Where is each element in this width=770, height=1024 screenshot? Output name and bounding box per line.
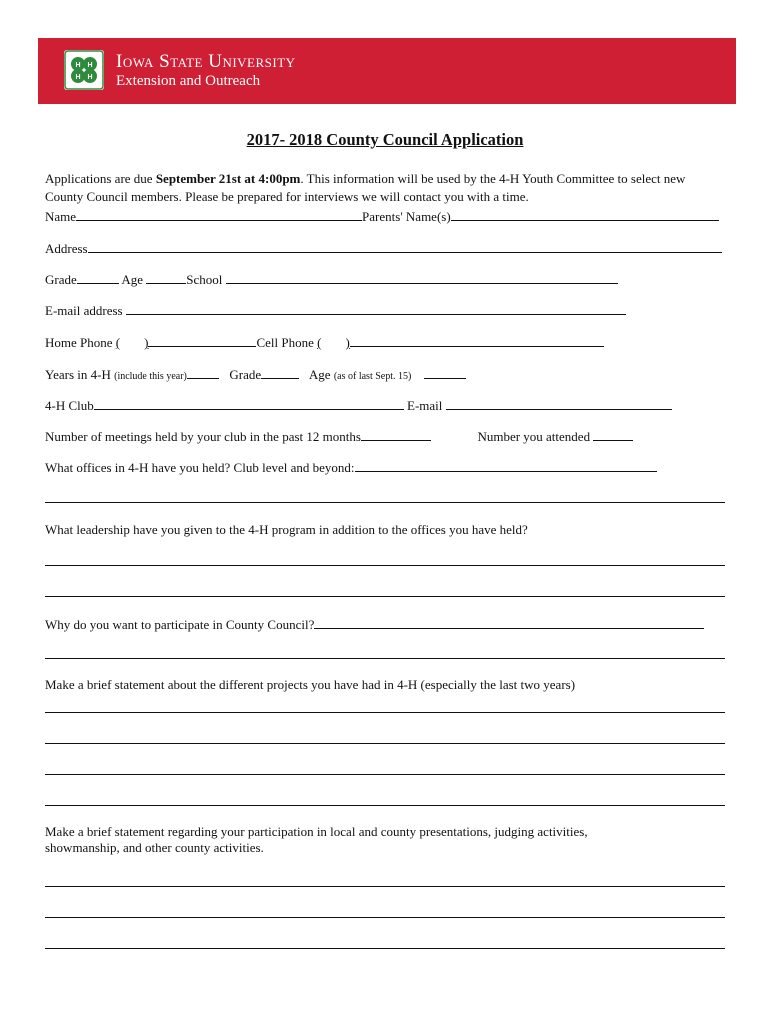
name-field[interactable] <box>76 208 362 221</box>
years-label: Years in 4-H <box>45 367 111 382</box>
cell-phone-label: Cell Phone <box>256 335 314 350</box>
projects-answer-line-1[interactable] <box>45 712 725 713</box>
age-field[interactable] <box>146 271 186 284</box>
age2-field[interactable] <box>424 366 466 379</box>
years-field[interactable] <box>187 366 219 379</box>
participation-question-line-1: Make a brief statement regarding your participation in local and county presentations, judging activities, <box>45 824 588 839</box>
leadership-answer-line-2[interactable] <box>45 596 725 597</box>
participation-answer-line-1[interactable] <box>45 886 725 887</box>
name-label: Name <box>45 209 77 224</box>
unit-name: Extension and Outreach <box>116 73 261 89</box>
4-h-clover-icon <box>64 50 104 90</box>
meetings-held-label: Number of meetings held by your club in the past 12 months <box>45 429 361 444</box>
projects-answer-line-3[interactable] <box>45 774 725 775</box>
years-row <box>45 366 466 385</box>
intro-line-1: Applications are due September 21st at 4:00pm. This information will be used by the 4-H Youth Committee to select new <box>45 171 686 186</box>
email-address-label: E-mail address <box>45 303 123 318</box>
grade-row <box>45 271 618 288</box>
intro-line-2: County Council members. Please be prepared for interviews we will contact you with a time. <box>45 189 529 204</box>
participation-answer-line-3[interactable] <box>45 948 725 949</box>
meetings-attended-field[interactable] <box>593 428 633 441</box>
email-address-field[interactable] <box>126 302 626 315</box>
offices-question: What offices in 4-H have you held? Club level and beyond: <box>45 460 355 475</box>
email-field[interactable] <box>446 397 672 410</box>
age-note: (as of last Sept. 15) <box>333 371 412 382</box>
participation-answer-line-2[interactable] <box>45 917 725 918</box>
school-label: School <box>186 272 223 287</box>
cell-phone-field[interactable] <box>350 334 604 347</box>
grade-field[interactable] <box>77 271 119 284</box>
university-name: Iowa State University <box>116 51 296 72</box>
club-label: 4-H Club <box>45 398 94 413</box>
home-phone-label: Home Phone <box>45 335 113 350</box>
page-title: 2017- 2018 County Council Application <box>246 130 524 149</box>
meetings-row <box>45 428 633 445</box>
svg-text:H: H <box>87 74 93 81</box>
svg-text:H: H <box>75 62 81 69</box>
why-row <box>45 616 704 633</box>
age2-label: Age <box>308 367 331 382</box>
participation-question-line-2: showmanship, and other county activities. <box>45 840 264 855</box>
header-banner <box>38 38 736 104</box>
meetings-attended-label: Number you attended <box>477 429 591 444</box>
why-answer-line[interactable] <box>45 658 725 659</box>
offices-answer-line[interactable] <box>45 502 725 503</box>
address-label: Address <box>45 241 88 256</box>
projects-answer-line-2[interactable] <box>45 743 725 744</box>
parents-name-field[interactable] <box>451 208 719 221</box>
parents-name-label: Parents' Name(s) <box>362 209 451 224</box>
club-field[interactable] <box>94 397 404 410</box>
projects-answer-line-4[interactable] <box>45 805 725 806</box>
why-field[interactable] <box>314 616 704 629</box>
svg-text:H: H <box>87 62 93 69</box>
why-question: Why do you want to participate in County Council? <box>45 617 315 632</box>
projects-question: Make a brief statement about the different projects you have had in 4-H (especially the last two years) <box>45 677 576 692</box>
leadership-question: What leadership have you given to the 4-H program in addition to the offices you have held? <box>45 522 528 537</box>
offices-field[interactable] <box>355 459 657 472</box>
years-note: (include this year) <box>114 371 187 382</box>
grade-label: Grade <box>45 272 77 287</box>
school-field[interactable] <box>226 271 618 284</box>
meetings-held-field[interactable] <box>361 428 431 441</box>
address-row <box>45 240 722 257</box>
name-row <box>45 208 719 225</box>
grade2-label: Grade <box>229 367 262 382</box>
offices-row <box>45 459 657 476</box>
email-label: E-mail <box>407 398 443 413</box>
home-phone-field[interactable] <box>148 334 256 347</box>
age-label: Age <box>121 272 143 287</box>
grade2-field[interactable] <box>261 366 299 379</box>
address-field[interactable] <box>88 240 722 253</box>
email-address-row <box>45 302 626 319</box>
deadline: September 21st at 4:00pm <box>155 171 301 186</box>
leadership-answer-line-1[interactable] <box>45 565 725 566</box>
phone-row: Home Phone ( ) Cell Phone ( ) <box>45 334 604 351</box>
club-row <box>45 397 672 414</box>
svg-text:H: H <box>75 74 81 81</box>
